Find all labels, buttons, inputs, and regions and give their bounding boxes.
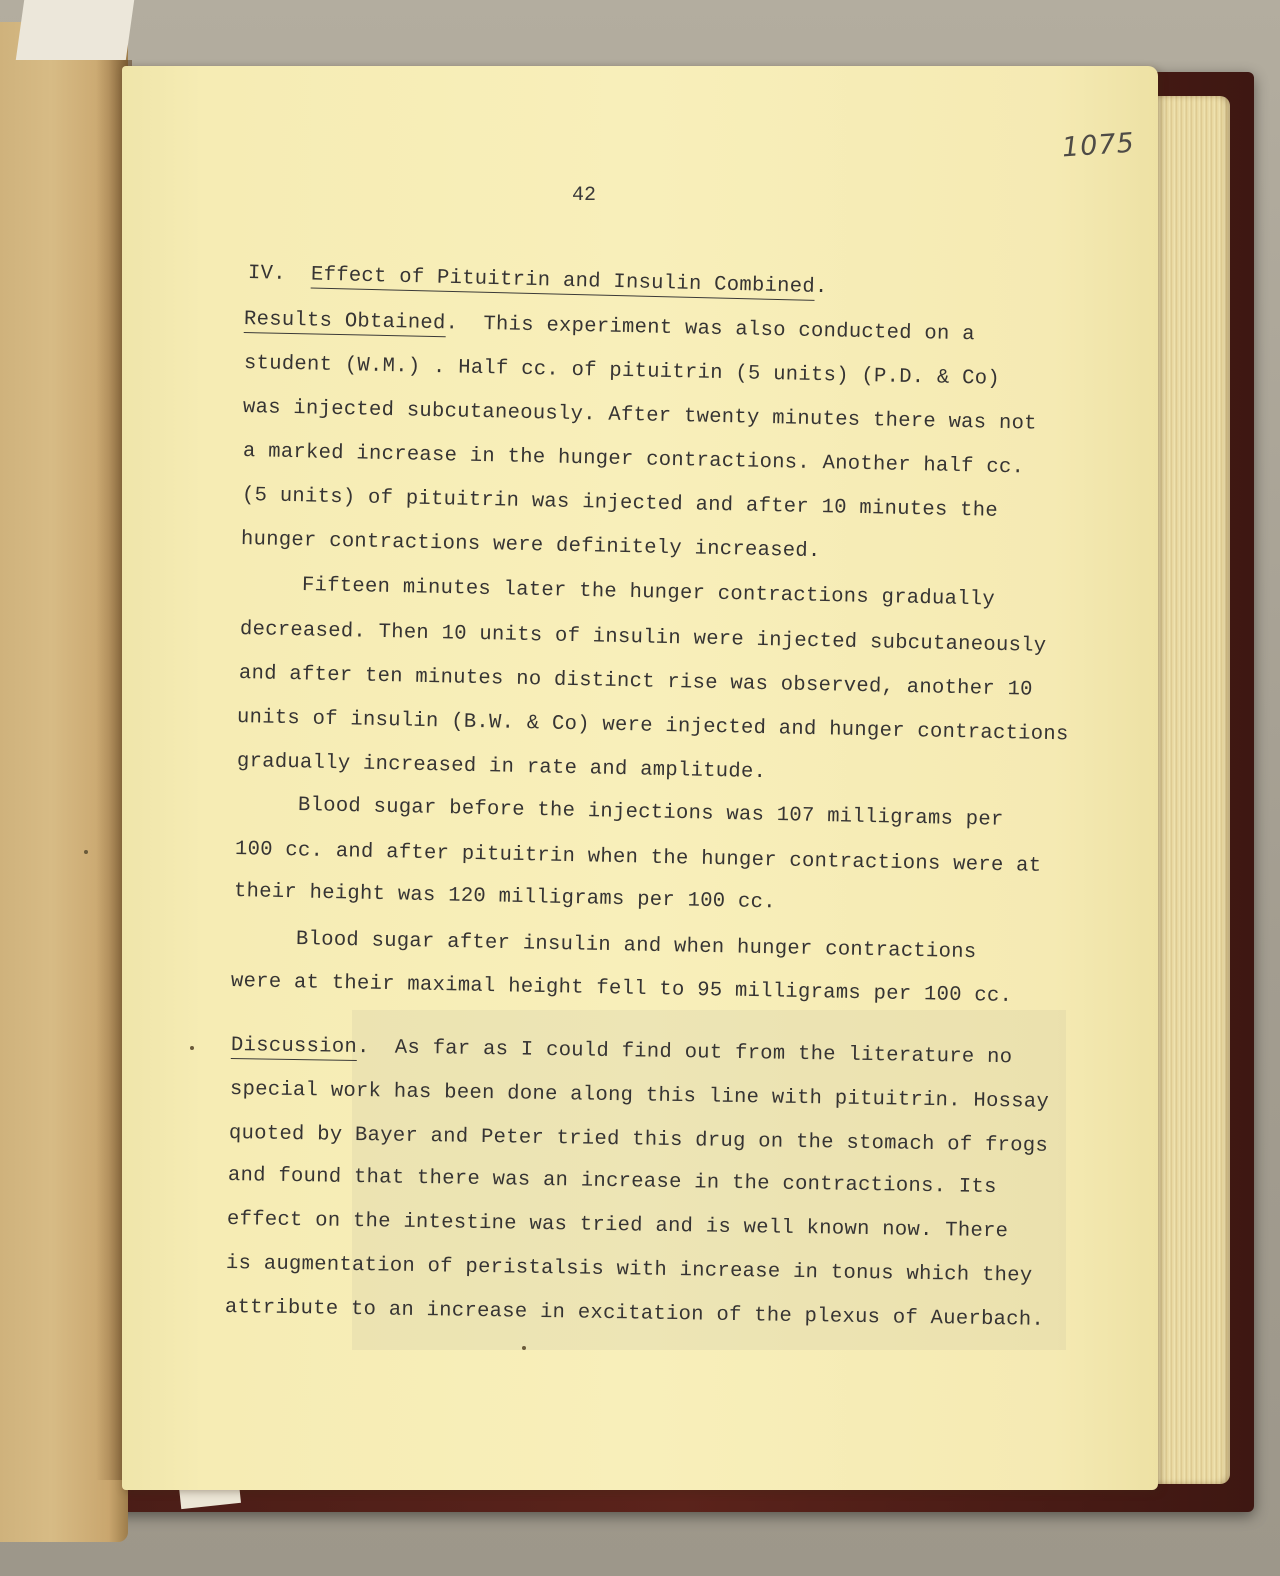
ink-dot [522, 1346, 526, 1350]
loose-leaf-corner [16, 0, 134, 60]
section-title: Effect of Pituitrin and Insulin Combined [310, 263, 816, 299]
text-line: a marked increase in the hunger contractions. Another half cc. [242, 440, 1025, 480]
text-line: (5 units) of pituitrin was injected and after 10 minutes the [241, 484, 999, 523]
text-line: gradually increased in rate and amplitude. [236, 750, 767, 785]
ink-dot [84, 850, 88, 854]
text-line: units of insulin (B.W. & Co) were injected and hunger contractions [236, 706, 1069, 747]
text-line: was injected subcutaneously. After twenty minutes there was not [242, 396, 1038, 436]
discussion-heading: Discussion [230, 1034, 358, 1059]
results-heading: Results Obtained [243, 308, 446, 336]
text-line: and after ten minutes no distinct rise was observed, another 10 [238, 662, 1034, 702]
results-heading-period: . [445, 312, 459, 336]
text-line: attribute to an increase in excitation of the plexus of Auerbach. [224, 1296, 1045, 1332]
text-line: effect on the intestine was tried and is well known now. There [226, 1208, 1009, 1244]
results-line-1-text: This experiment was also conducted on a [483, 313, 976, 347]
text-line: Fifteen minutes later the hunger contractions gradually [301, 574, 996, 612]
text-line: hunger contractions were definitely increased. [240, 528, 821, 564]
page-stack-edge [1148, 96, 1230, 1484]
discussion-heading-period: . [356, 1035, 370, 1060]
text-line: Blood sugar after insulin and when hunger contractions [295, 928, 977, 965]
text-line: student (W.M.) . Half cc. of pituitrin (5 units) (P.D. & Co) [243, 352, 1001, 391]
text-line: were at their maximal height fell to 95 milligrams per 100 cc. [230, 970, 1013, 1008]
text-line: Blood sugar before the injections was 107 milligrams per [297, 794, 1004, 832]
ink-dot [190, 1046, 194, 1050]
handwritten-folio-number: 1075 [1061, 127, 1136, 164]
section-title-period: . [814, 275, 828, 300]
text-line: their height was 120 milligrams per 100 cc. [233, 880, 777, 915]
text-line: decreased. Then 10 units of insulin were injected subcutaneously [239, 618, 1047, 658]
text-line: special work has been done along this line with pituitrin. Hossay [229, 1078, 1050, 1114]
page-number: 42 [572, 184, 597, 207]
text-line: 100 cc. and after pituitrin when the hunger contractions were at [234, 838, 1042, 878]
text-line: quoted by Bayer and Peter tried this drug on the stomach of frogs [228, 1122, 1049, 1158]
section-numeral: IV. [247, 262, 287, 286]
discussion-line-1-text: As far as I could find out from the literature no [394, 1036, 1013, 1070]
text-line: and found that there was an increase in the contractions. Its [227, 1164, 997, 1200]
text-line: is augmentation of peristalsis with increase in tonus which they [225, 1252, 1033, 1288]
